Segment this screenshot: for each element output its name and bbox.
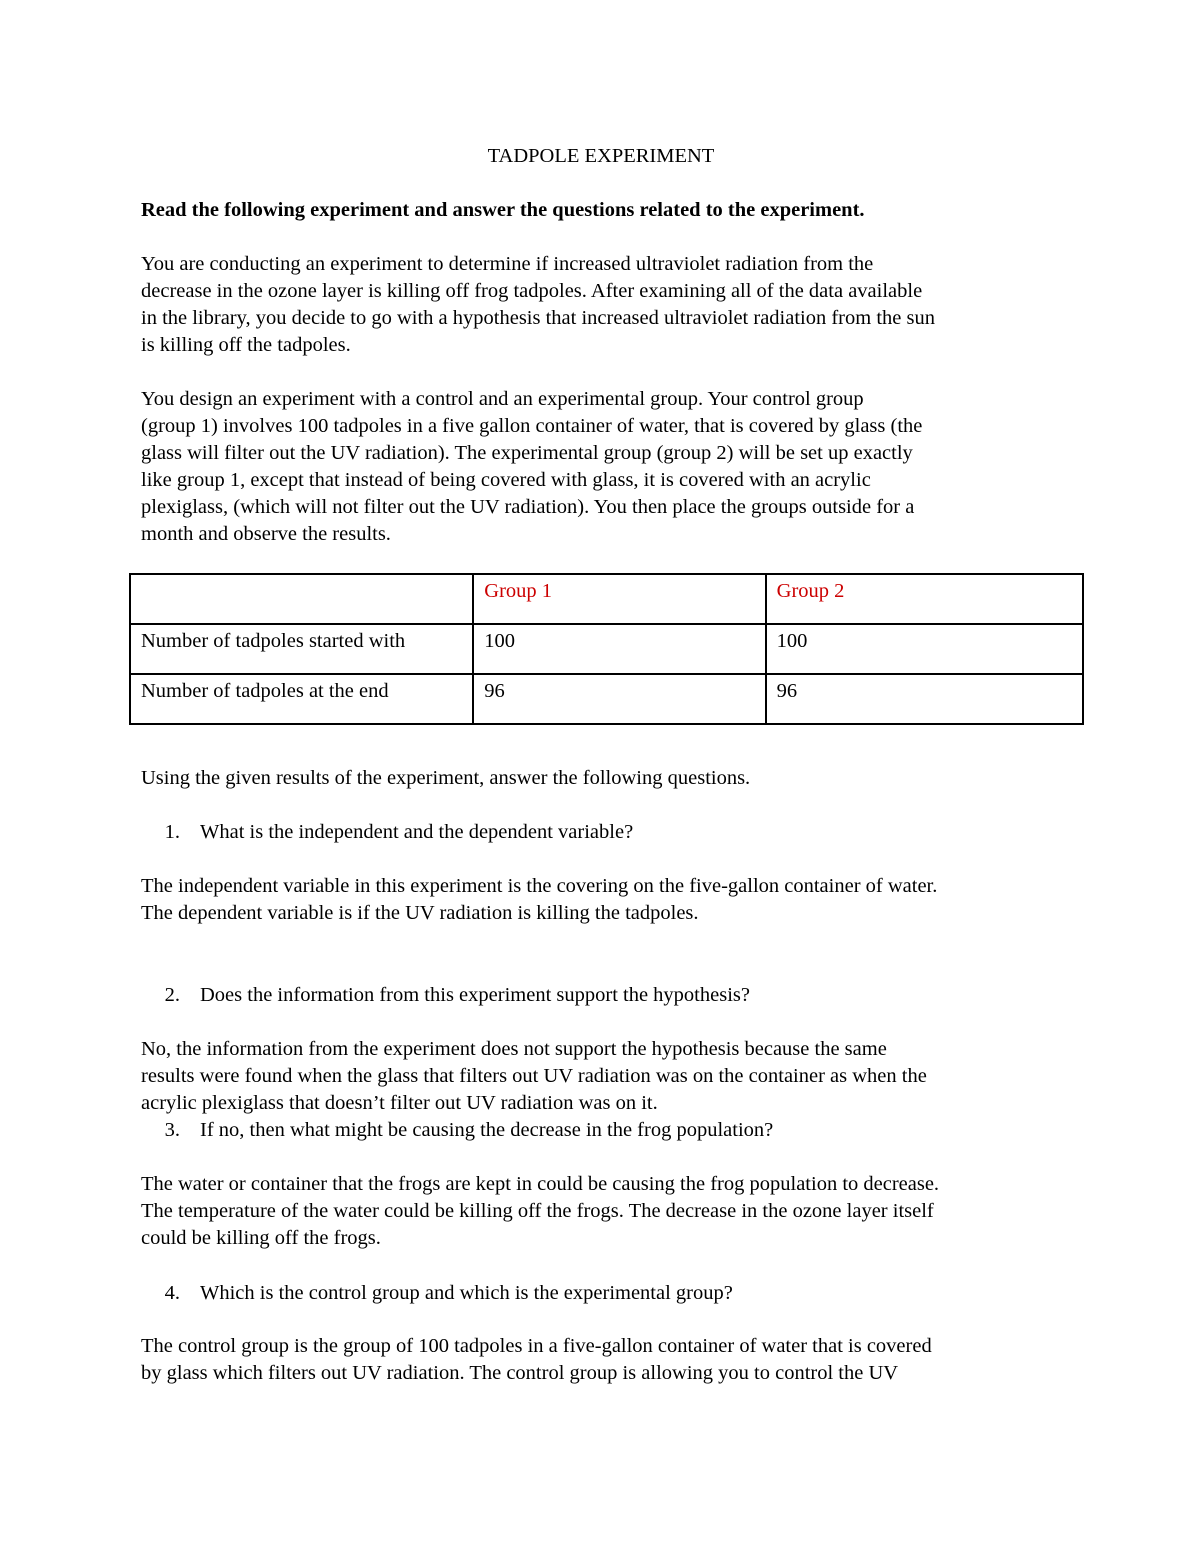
- question-text: What is the independent and the dependent variable?: [200, 821, 634, 843]
- table-cell: Number of tadpoles started with: [130, 624, 473, 674]
- answer-line: The independent variable in this experiment is the covering on the five-gallon container of water.: [141, 875, 938, 897]
- answer-line: The water or container that the frogs are kept in could be causing the frog population to decrease.: [141, 1173, 940, 1195]
- answer-line: The temperature of the water could be killing off the frogs. The decrease in the ozone layer itself: [141, 1200, 934, 1222]
- intro-line: in the library, you decide to go with a hypothesis that increased ultraviolet radiation from the sun: [141, 307, 935, 329]
- design-line: (group 1) involves 100 tadpoles in a five gallon container of water, that is covered by glass (the: [141, 415, 923, 437]
- question-number: 3.: [164, 1119, 180, 1141]
- answer-line: could be killing off the frogs.: [141, 1227, 381, 1249]
- question-text: Does the information from this experiment support the hypothesis?: [200, 984, 750, 1006]
- table-cell: 96: [473, 674, 765, 724]
- table-cell: Number of tadpoles at the end: [130, 674, 473, 724]
- answer-line: The control group is the group of 100 tadpoles in a five-gallon container of water that is covered: [141, 1335, 932, 1357]
- table-header-group-1: Group 1: [473, 574, 765, 624]
- results-intro: Using the given results of the experiment, answer the following questions.: [141, 767, 751, 789]
- table-header-row: [130, 574, 1083, 624]
- answer-4: [141, 1333, 1071, 1387]
- design-paragraph: [141, 386, 1071, 548]
- intro-line: decrease in the ozone layer is killing off frog tadpoles. After examining all of the data available: [141, 280, 923, 302]
- design-line: You design an experiment with a control and an experimental group. Your control group: [141, 388, 864, 410]
- intro-line: You are conducting an experiment to determine if increased ultraviolet radiation from the: [141, 253, 874, 275]
- answer-line: results were found when the glass that filters out UV radiation was on the container as when the: [141, 1065, 927, 1087]
- question-3: [110, 1117, 773, 1144]
- results-table: [129, 573, 1084, 725]
- table-cell: 100: [473, 624, 765, 674]
- answer-2: [141, 1036, 1071, 1117]
- design-line: month and observe the results.: [141, 523, 391, 545]
- table-cell: 100: [766, 624, 1083, 674]
- table-cell: 96: [766, 674, 1083, 724]
- table-header-group-2: Group 2: [766, 574, 1083, 624]
- table-header-cell: [130, 574, 473, 624]
- question-2: [110, 982, 750, 1009]
- question-1: [110, 819, 633, 846]
- intro-line: is killing off the tadpoles.: [141, 334, 351, 356]
- answer-line: The dependent variable is if the UV radiation is killing the tadpoles.: [141, 902, 699, 924]
- question-text: Which is the control group and which is the experimental group?: [200, 1282, 733, 1304]
- table-row: [130, 674, 1083, 724]
- design-line: glass will filter out the UV radiation). The experimental group (group 2) will be set up exactly: [141, 442, 913, 464]
- answer-1: [141, 873, 1071, 927]
- question-4: [110, 1280, 733, 1307]
- design-line: like group 1, except that instead of being covered with glass, it is covered with an acrylic: [141, 469, 871, 491]
- table-row: [130, 624, 1083, 674]
- instruction-text: Read the following experiment and answer the questions related to the experiment.: [141, 199, 865, 221]
- question-number: 1.: [164, 821, 180, 843]
- answer-line: acrylic plexiglass that doesn’t filter out UV radiation was on it.: [141, 1092, 658, 1114]
- question-number: 4.: [164, 1282, 180, 1304]
- question-text: If no, then what might be causing the decrease in the frog population?: [200, 1119, 774, 1141]
- answer-line: by glass which filters out UV radiation. The control group is allowing you to control the UV: [141, 1362, 899, 1384]
- design-line: plexiglass, (which will not filter out the UV radiation). You then place the groups outside for a: [141, 496, 915, 518]
- question-number: 2.: [164, 984, 180, 1006]
- answer-line: No, the information from the experiment does not support the hypothesis because the same: [141, 1038, 887, 1060]
- document-title: TADPOLE EXPERIMENT: [487, 145, 715, 167]
- answer-3: [141, 1171, 1071, 1252]
- intro-paragraph: [141, 251, 1071, 359]
